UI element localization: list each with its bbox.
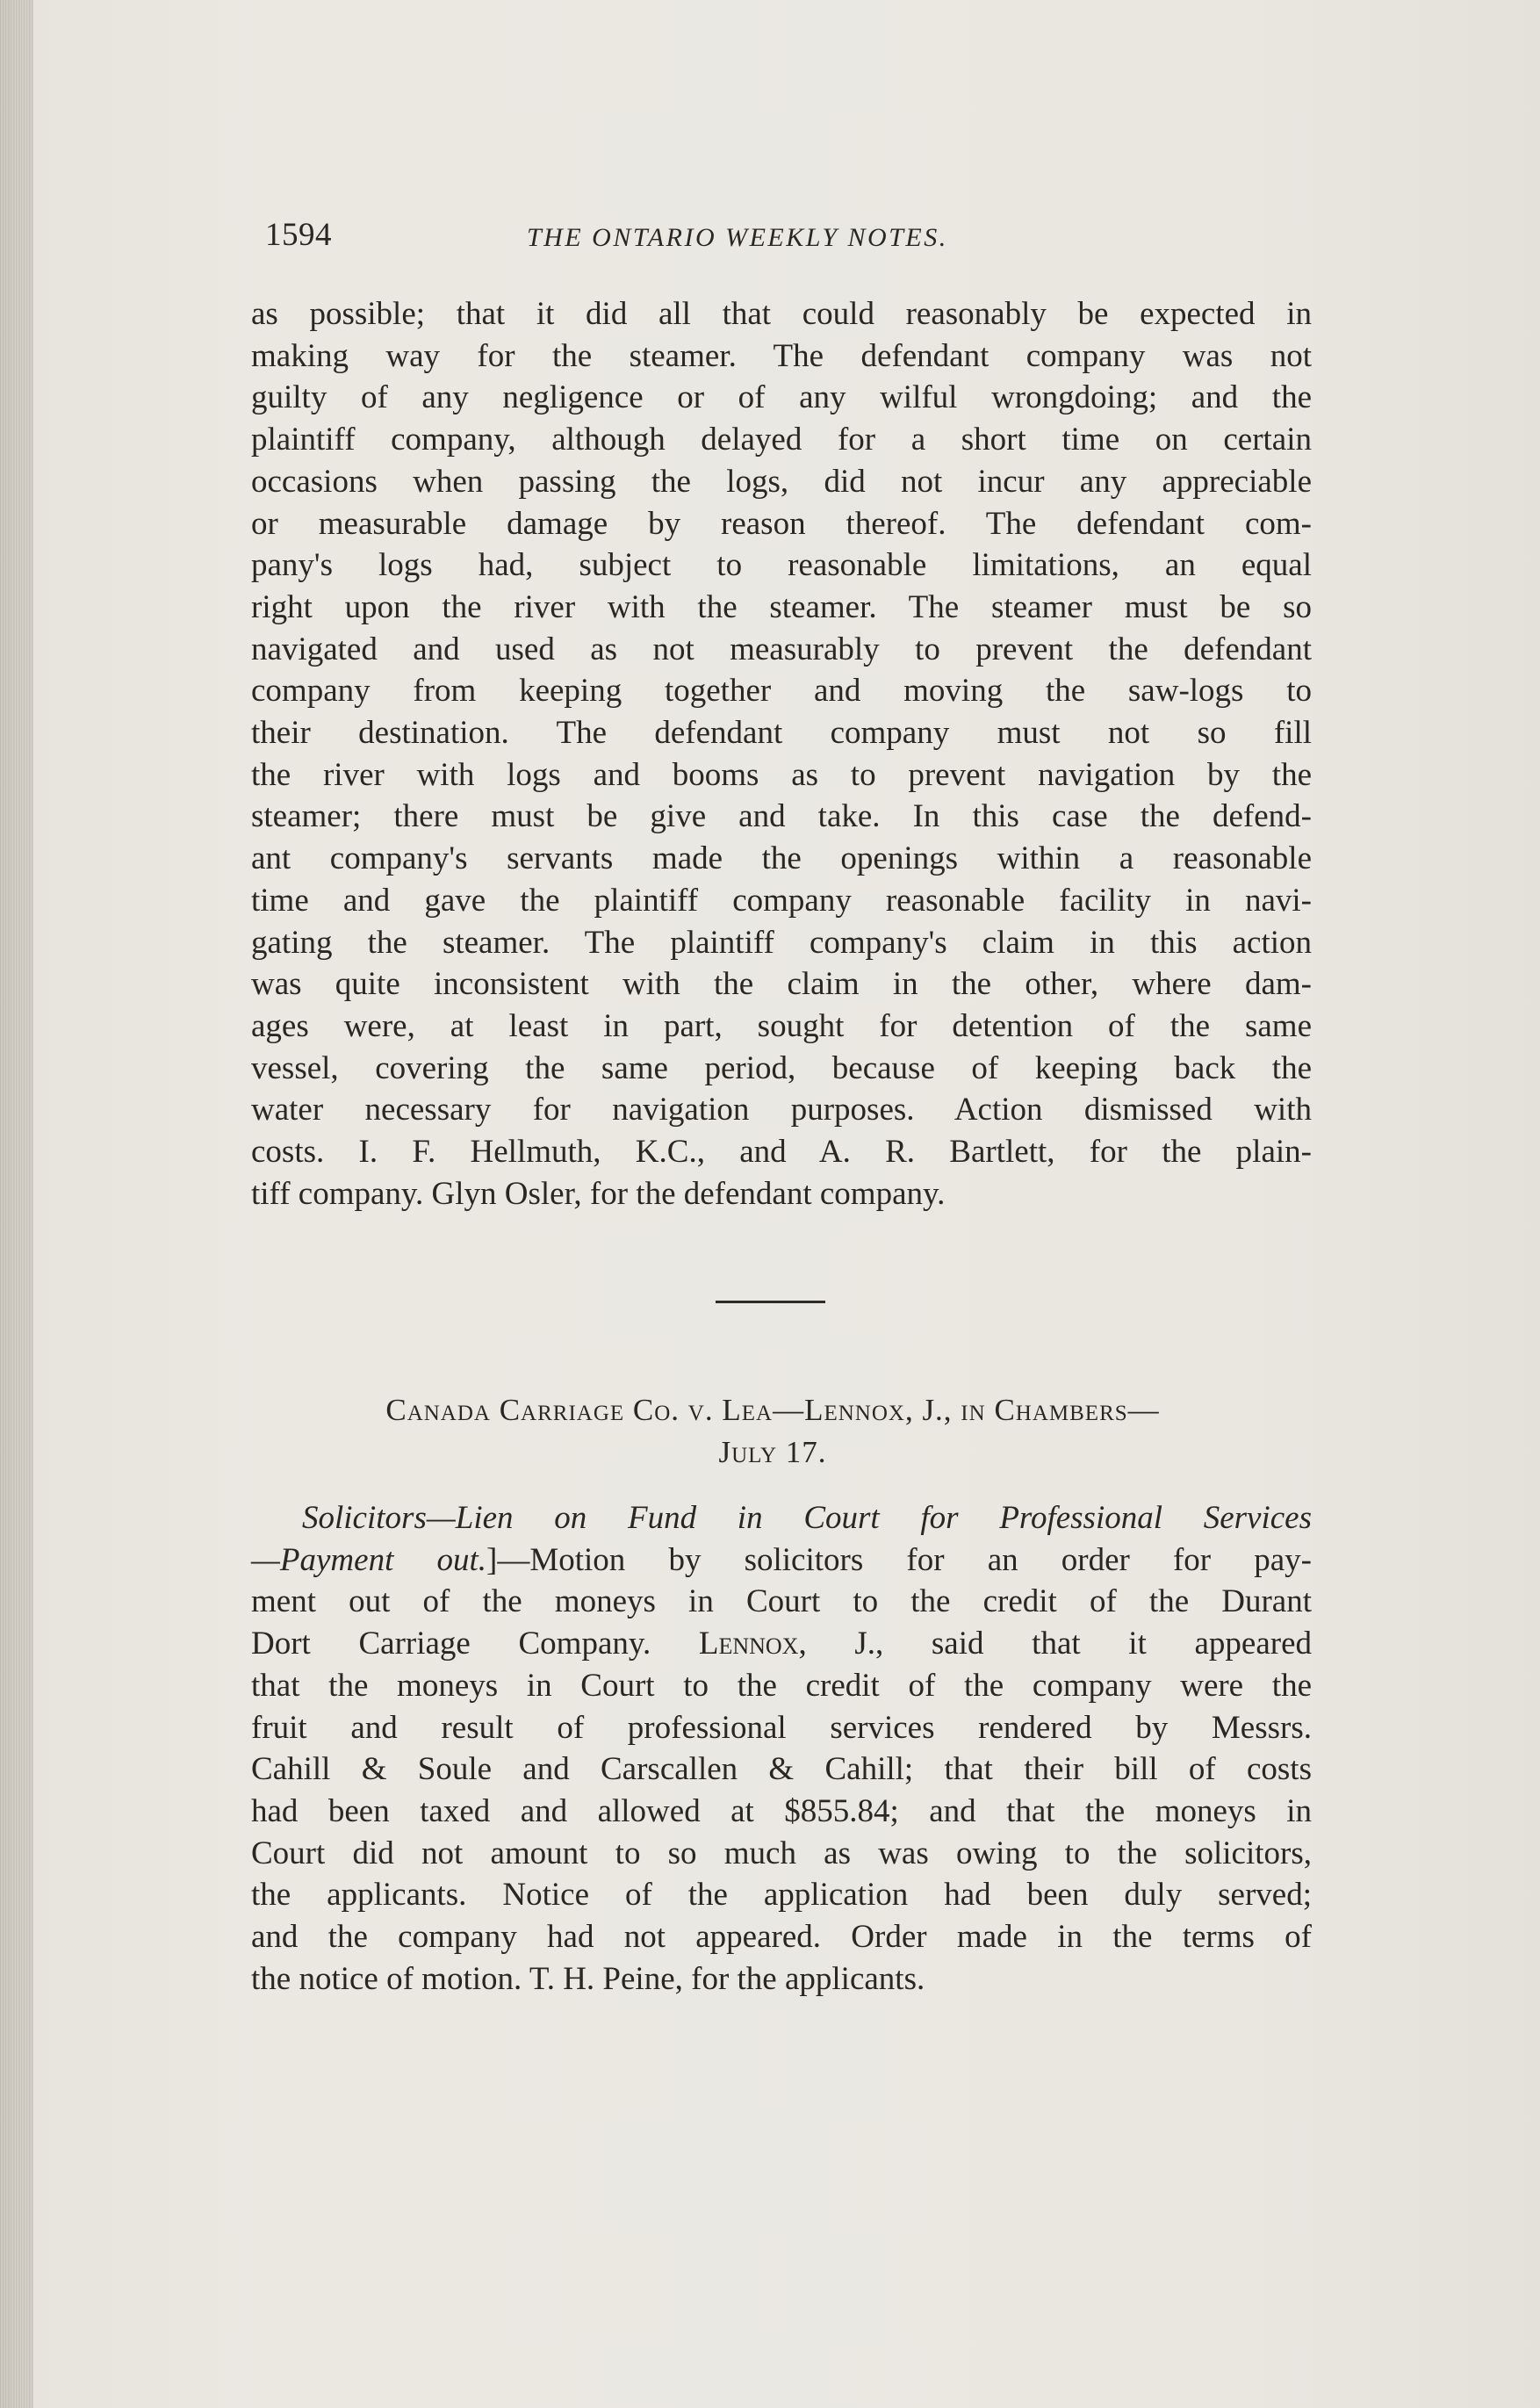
headnote-italic: Solicitors—Lien on Fund in Court for Professional Services <box>302 1500 1312 1536</box>
paragraph-line: Court did not amount to so much as was owing to the solicitors, <box>251 1835 1312 1871</box>
headnote-text: ]—Motion by solicitors for an order for pay- <box>486 1541 1312 1578</box>
paragraph-line: ment out of the moneys in Court to the credit of the Durant <box>251 1583 1312 1620</box>
paragraph-text: Dort Carriage Company. <box>251 1626 651 1662</box>
paragraph-line: their destination. The defendant company must not so fill <box>251 715 1312 752</box>
paragraph-line: Cahill & Soule and Carscallen & Cahill; that their bill of costs <box>251 1751 1312 1788</box>
paragraph-line <box>251 1623 1312 1665</box>
judge-name: Lennox <box>698 1626 799 1662</box>
paragraph-line: the notice of motion. T. H. Peine, for the applicants. <box>251 1960 925 1997</box>
paragraph-line: ant company's servants made the openings within a reasonable <box>251 840 1312 877</box>
paragraph-line: making way for the steamer. The defendant company was not <box>251 337 1312 374</box>
headnote-italic: —Payment out. <box>251 1541 487 1578</box>
page-header <box>265 216 1310 260</box>
paragraph-line: gating the steamer. The plaintiff company's claim in this action <box>251 924 1312 961</box>
paragraph-line: pany's logs had, subject to reasonable limitations, an equal <box>251 547 1312 584</box>
paragraph-line: had been taxed and allowed at $855.84; and that the moneys in <box>251 1792 1312 1829</box>
first-paragraph <box>251 293 1312 1215</box>
paragraph-text: , J., said that it appeared <box>798 1626 1313 1662</box>
paragraph-line: costs. I. F. Hellmuth, K.C., and A. R. Bartlett, for the plain- <box>251 1134 1312 1171</box>
running-head: THE ONTARIO WEEKLY NOTES. <box>527 223 948 252</box>
paragraph-line: company from keeping together and moving the saw-logs to <box>251 673 1312 710</box>
case-date: July 17. <box>718 1435 827 1469</box>
paragraph-line: that the moneys in Court to the credit of the company were the <box>251 1667 1312 1704</box>
paragraph-line: fruit and result of professional services rendered by Messrs. <box>251 1709 1312 1746</box>
page-edge-shadow <box>0 0 33 2408</box>
paragraph-line: right upon the river with the steamer. The steamer must be so <box>251 588 1312 625</box>
paragraph-line: was quite inconsistent with the claim in the other, where dam- <box>251 966 1312 1003</box>
paragraph-line: the applicants. Notice of the application had been duly served; <box>251 1877 1312 1914</box>
paragraph-line: guilty of any negligence or of any wilful wrongdoing; and the <box>251 379 1312 416</box>
paragraph-line: vessel, covering the same period, because of keeping back the <box>251 1049 1312 1086</box>
paragraph-line: water necessary for navigation purposes. Action dismissed with <box>251 1092 1312 1128</box>
second-paragraph <box>251 1497 1312 2000</box>
section-divider <box>716 1301 825 1303</box>
paragraph-line: the river with logs and booms as to prevent navigation by the <box>251 756 1312 793</box>
paragraph-line: navigated and used as not measurably to prevent the defendant <box>251 631 1312 667</box>
paragraph-line: tiff company. Glyn Osler, for the defendant company. <box>251 1175 946 1212</box>
paragraph-line: occasions when passing the logs, did not incur any appreciable <box>251 463 1312 500</box>
page-number: 1594 <box>265 217 332 253</box>
case-heading <box>263 1389 1282 1474</box>
case-title-line: Canada Carriage Co. v. Lea—Lennox, J., in Chambers— <box>385 1393 1160 1427</box>
paragraph-line: steamer; there must be give and take. In this case the defend- <box>251 798 1312 835</box>
paragraph-line: or measurable damage by reason thereof. The defendant com- <box>251 505 1312 542</box>
headnote-line <box>251 1497 1312 1539</box>
paragraph-line: and the company had not appeared. Order made in the terms of <box>251 1919 1312 1956</box>
paragraph-line: plaintiff company, although delayed for a short time on certain <box>251 422 1312 458</box>
paragraph-line: as possible; that it did all that could reasonably be expected in <box>251 296 1312 332</box>
paragraph-line: time and gave the plaintiff company reasonable facility in navi- <box>251 882 1312 919</box>
paragraph-line: ages were, at least in part, sought for detention of the same <box>251 1007 1312 1044</box>
headnote-line <box>251 1539 1312 1582</box>
